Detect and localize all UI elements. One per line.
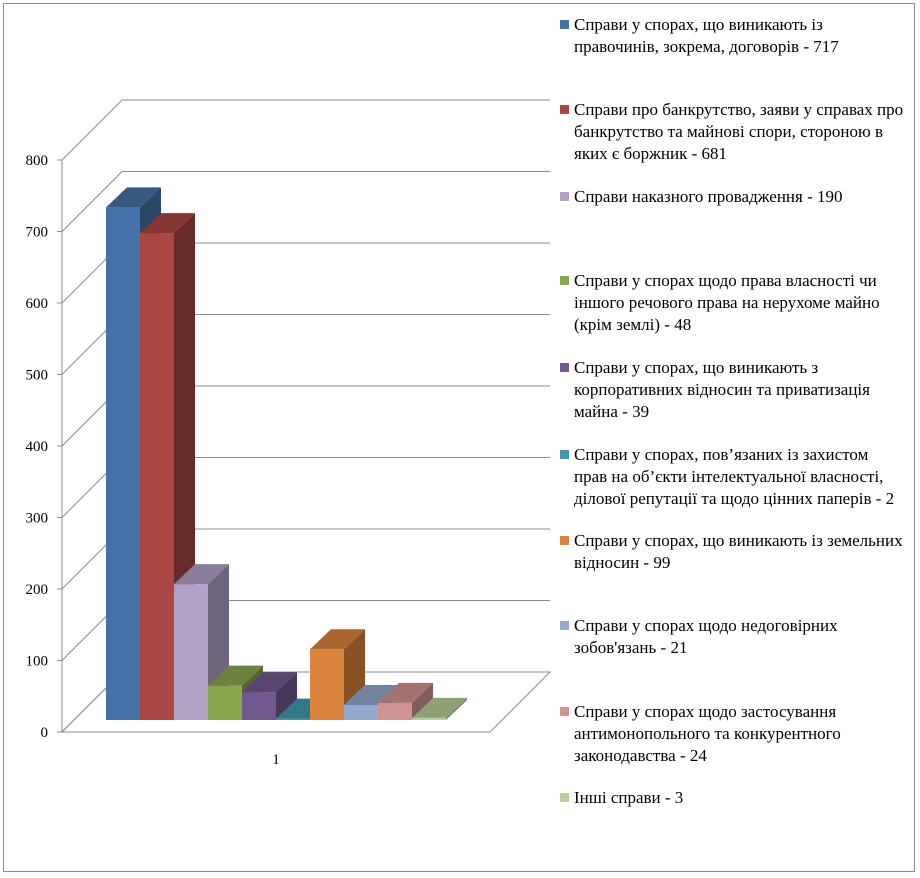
bar-front [344, 705, 378, 720]
y-tick-label: 800 [25, 153, 48, 169]
gridline [62, 100, 550, 160]
legend-swatch [560, 621, 569, 630]
legend-item [560, 14, 905, 58]
chart-plot [4, 4, 560, 864]
y-tick-label: 0 [40, 725, 48, 741]
legend-label: Інші справи - 3 [574, 788, 684, 807]
legend-label: Справи наказного провадження - 190 [574, 187, 843, 206]
legend-label: Справи у спорах щодо застосування антимонопольного та конкурентного законодавства - 24 [574, 702, 841, 765]
legend-swatch [560, 105, 569, 114]
y-axis [26, 153, 63, 741]
x-axis [272, 752, 280, 768]
bar-front [174, 584, 208, 720]
legend-label: Справи у спорах, що виникають із правочинів, зокрема, договорів - 717 [574, 15, 839, 56]
bar-front [378, 703, 412, 720]
legend-item [560, 444, 905, 510]
bar-front [140, 233, 174, 720]
bar-front [412, 718, 446, 720]
chart-legend [560, 4, 910, 864]
bar-series [106, 187, 467, 720]
legend-item [560, 615, 905, 659]
bar-front [310, 649, 344, 720]
legend-item [560, 787, 905, 809]
legend-item [560, 270, 905, 336]
legend-label: Справи у спорах щодо недоговірних зобов'язань - 21 [574, 616, 838, 657]
y-tick-label: 200 [25, 582, 48, 598]
legend-label: Справи у спорах щодо права власності чи іншого речового права на нерухоме майно (крім землі) - 48 [574, 271, 880, 334]
legend-item [560, 357, 905, 423]
y-tick-label: 700 [25, 224, 48, 241]
legend-swatch [560, 450, 569, 459]
bar-front [276, 719, 310, 720]
y-tick-label: 400 [25, 439, 48, 455]
y-tick-label: 100 [25, 653, 48, 670]
bar-front [106, 207, 140, 720]
y-tick-label: 500 [25, 367, 48, 384]
legend-item [560, 99, 905, 165]
legend-label: Справи у спорах, що виникають з корпоративних відносин та приватизація майна - 39 [574, 358, 870, 421]
bar-front [208, 686, 242, 720]
y-tick-label: 600 [25, 296, 48, 312]
legend-swatch [560, 707, 569, 716]
legend-item [560, 186, 905, 208]
y-tick-label: 300 [25, 510, 48, 527]
legend-item [560, 701, 905, 767]
chart-frame [3, 3, 915, 872]
legend-swatch [560, 192, 569, 201]
legend-swatch [560, 793, 569, 802]
legend-label: Справи у спорах, що виникають із земельних відносин - 99 [574, 531, 903, 572]
legend-swatch [560, 20, 569, 29]
x-tick-label: 1 [272, 752, 280, 768]
legend-swatch [560, 276, 569, 285]
legend-item [560, 530, 905, 574]
bar-front [242, 692, 276, 720]
legend-label: Справи про банкрутство, заяви у справах про банкрутство та майнові спори, стороною в яких є боржник - 681 [574, 100, 904, 163]
legend-label: Справи у спорах, пов’язаних із захистом прав на об’єкти інтелектуальної власності, ділової репутації та щодо цінних паперів - 2 [574, 445, 895, 508]
legend-swatch [560, 363, 569, 372]
legend-swatch [560, 536, 569, 545]
